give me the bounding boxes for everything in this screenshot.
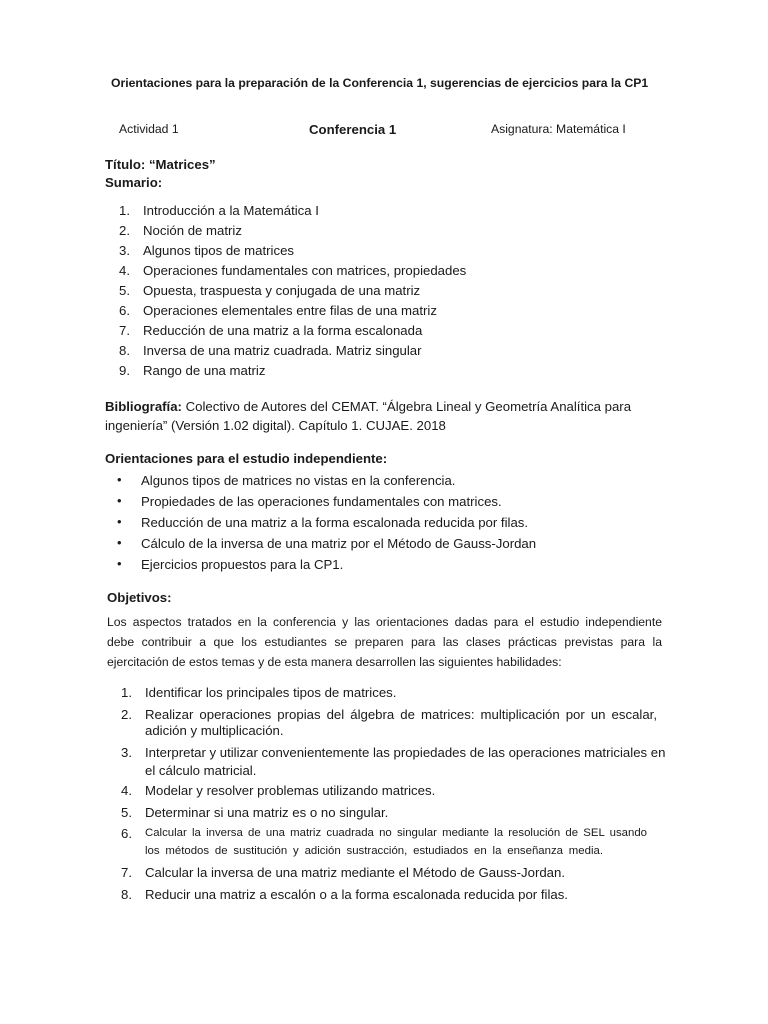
- sumario-item: Introducción a la Matemática I: [143, 203, 319, 218]
- conference-label: Conferencia 1: [309, 122, 397, 137]
- objective-item: Determinar si una matriz es o no singular.: [145, 805, 389, 820]
- list-number: 4.: [119, 263, 130, 278]
- sumario-item: Operaciones fundamentales con matrices, propiedades: [143, 263, 467, 278]
- guidance-item: Propiedades de las operaciones fundamentales con matrices.: [141, 494, 502, 509]
- sumario-item: Opuesta, traspuesta y conjugada de una matriz: [143, 283, 421, 298]
- list-number: 3.: [119, 243, 130, 258]
- objective-item: Calcular la inversa de una matriz cuadrada no singular mediante la resolución de SEL usando: [145, 827, 647, 839]
- topic-title: Título: “Matrices”: [105, 157, 216, 172]
- list-number: 9.: [119, 363, 130, 378]
- objective-item: Calcular la inversa de una matriz mediante el Método de Gauss-Jordan.: [145, 865, 566, 880]
- objective-item: Interpretar y utilizar convenientemente las propiedades de las operaciones matriciales en: [145, 745, 666, 760]
- bibliography-label: Bibliografía:: [105, 399, 182, 414]
- guidance-item: Ejercicios propuestos para la CP1.: [141, 557, 344, 572]
- list-number: 1.: [121, 685, 132, 700]
- list-number: 5.: [119, 283, 130, 298]
- objective-item-continuation: el cálculo matricial.: [145, 763, 257, 778]
- objective-item: Reducir una matriz a escalón o a la forma escalonada reducida por filas.: [145, 887, 568, 902]
- list-number: 6.: [119, 303, 130, 318]
- list-number: 4.: [121, 783, 132, 798]
- objective-item-continuation: adición y multiplicación.: [145, 723, 284, 738]
- objectives-paragraph-line: ejercitación de estos temas y de esta manera desarrollen las siguientes habilidades:: [107, 655, 562, 669]
- objectives-paragraph-line: debe contribuir a que los estudiantes se preparen para las clases prácticas previstas para la: [107, 635, 662, 649]
- guidance-item: Algunos tipos de matrices no vistas en la conferencia.: [141, 473, 456, 488]
- objective-item: Identificar los principales tipos de matrices.: [145, 685, 397, 700]
- sumario-item: Operaciones elementales entre filas de una matriz: [143, 303, 437, 318]
- bullet-icon: •: [117, 535, 122, 550]
- objective-item: Modelar y resolver problemas utilizando matrices.: [145, 783, 436, 798]
- list-number: 2.: [121, 707, 132, 722]
- objectives-paragraph-line: Los aspectos tratados en la conferencia y las orientaciones dadas para el estudio independiente: [107, 615, 662, 629]
- list-number: 2.: [119, 223, 130, 238]
- list-number: 7.: [119, 323, 130, 338]
- guidance-item: Reducción de una matriz a la forma escalonada reducida por filas.: [141, 515, 529, 530]
- objective-item: Realizar operaciones propias del álgebra de matrices: multiplicación por un escalar,: [145, 707, 657, 722]
- guidance-item: Cálculo de la inversa de una matriz por el Método de Gauss-Jordan: [141, 536, 537, 551]
- bibliography-line-1: [105, 399, 631, 414]
- list-number: 8.: [121, 887, 132, 902]
- objective-item-continuation: los métodos de sustitución y adición sustracción, estudiados en la enseñanza media.: [145, 845, 603, 857]
- bullet-icon: •: [117, 493, 122, 508]
- sumario-item: Algunos tipos de matrices: [143, 243, 294, 258]
- subject-label: Asignatura: Matemática I: [491, 122, 626, 136]
- bullet-icon: •: [117, 514, 122, 529]
- objectives-heading: Objetivos:: [107, 590, 172, 605]
- sumario-heading: Sumario:: [105, 175, 163, 190]
- sumario-item: Inversa de una matriz cuadrada. Matriz singular: [143, 343, 422, 358]
- sumario-item: Reducción de una matriz a la forma escalonada: [143, 323, 423, 338]
- sumario-item: Rango de una matriz: [143, 363, 266, 378]
- sumario-item: Noción de matriz: [143, 223, 242, 238]
- bibliography-line-2: ingeniería” (Versión 1.02 digital). Capítulo 1. CUJAE. 2018: [105, 418, 446, 433]
- bibliography-text: Colectivo de Autores del CEMAT. “Álgebra Lineal y Geometría Analítica para: [185, 399, 632, 414]
- list-number: 3.: [121, 745, 132, 760]
- list-number: 7.: [121, 865, 132, 880]
- list-number: 8.: [119, 343, 130, 358]
- bullet-icon: •: [117, 472, 122, 487]
- document-title: Orientaciones para la preparación de la Conferencia 1, sugerencias de ejercicios para la CP1: [111, 76, 649, 90]
- study-guidance-heading: Orientaciones para el estudio independiente:: [105, 451, 388, 466]
- list-number: 6.: [121, 826, 132, 841]
- list-number: 5.: [121, 805, 132, 820]
- activity-label: Actividad 1: [119, 122, 179, 136]
- bullet-icon: •: [117, 556, 122, 571]
- list-number: 1.: [119, 203, 130, 218]
